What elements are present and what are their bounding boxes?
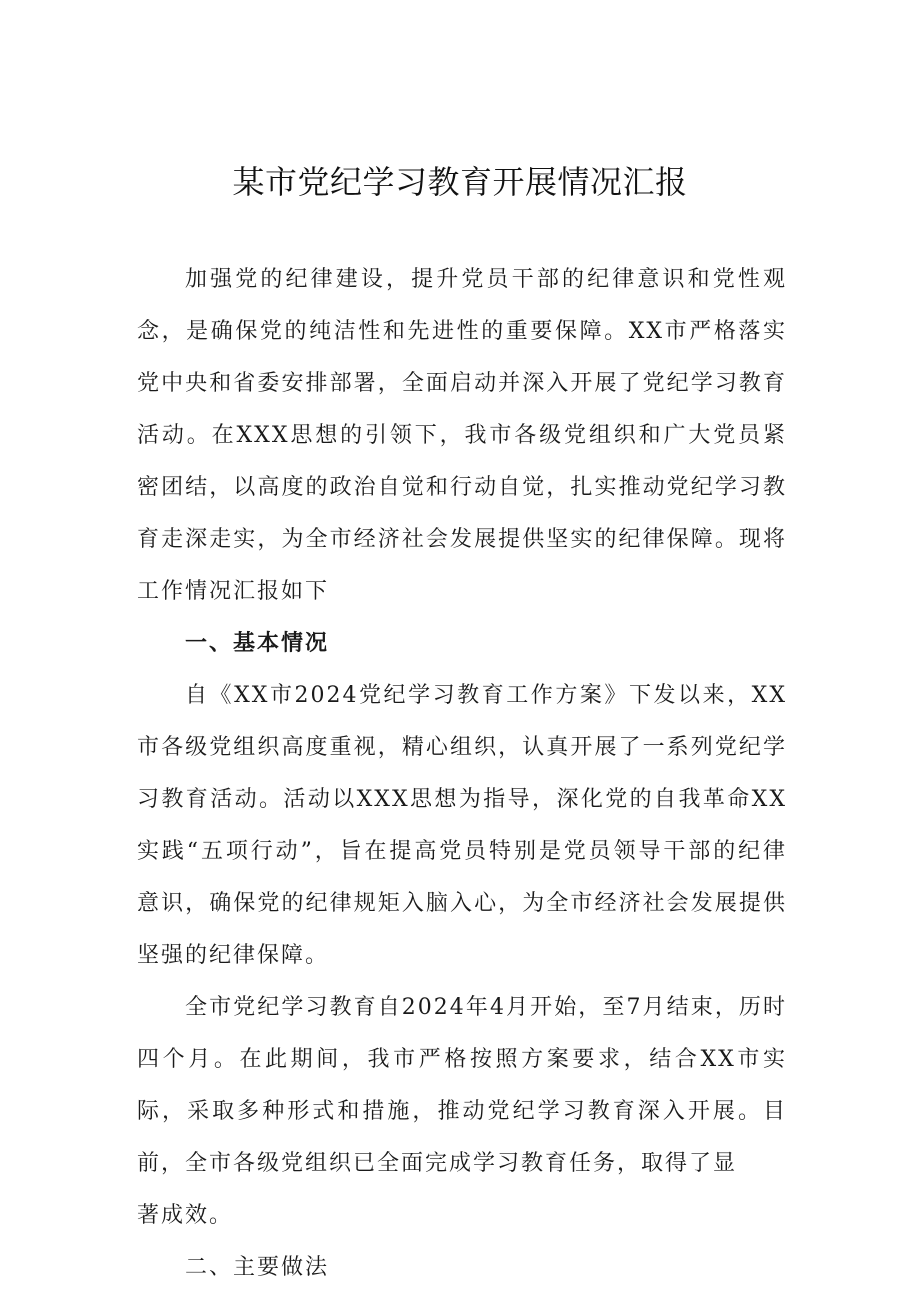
section-heading-main-practices: 二、主要做法 xyxy=(185,1255,330,1280)
document-title: 某市党纪学习教育开展情况汇报 xyxy=(232,163,688,201)
section1-paragraph-1: 自《XX市2024党纪学习教育工作方案》下发以来，XX市各级党组织高度重视，精心组织，认真开展了一系列党纪学习教育活动。活动以XXX思想为指导，深化党的自我革命XX实践“五项行动”，旨在提高党员特别是党员领导干部的纪律意识，确保党的纪律规矩入脑入心，为全市经济社会发展提供坚强的纪律保障。 xyxy=(137,683,787,968)
document-body xyxy=(137,254,787,1294)
intro-paragraph: 加强党的纪律建设，提升党员干部的纪律意识和党性观念，是确保党的纯洁性和先进性的重要保障。XX市严格落实党中央和省委安排部署，全面启动并深入开展了党纪学习教育活动。在XXX思想的引领下，我市各级党组织和广大党员紧密团结，以高度的政治自觉和行动自觉，扎实推动党纪学习教育走深走实，为全市经济社会发展提供坚实的纪律保障。现将工作情况汇报如下 xyxy=(137,267,787,604)
section1-paragraph-2-continuation: 著成效。 xyxy=(137,1203,234,1228)
section1-paragraph-2: 全市党纪学习教育自2024年4月开始，至7月结束，历时四个月。在此期间，我市严格按照方案要求，结合XX市实际，采取多种形式和措施，推动党纪学习教育深入开展。目前，全市各级党组织已全面完成学习教育任务，取得了显 xyxy=(137,995,787,1176)
section-heading-basic-situation: 一、基本情况 xyxy=(185,631,330,656)
